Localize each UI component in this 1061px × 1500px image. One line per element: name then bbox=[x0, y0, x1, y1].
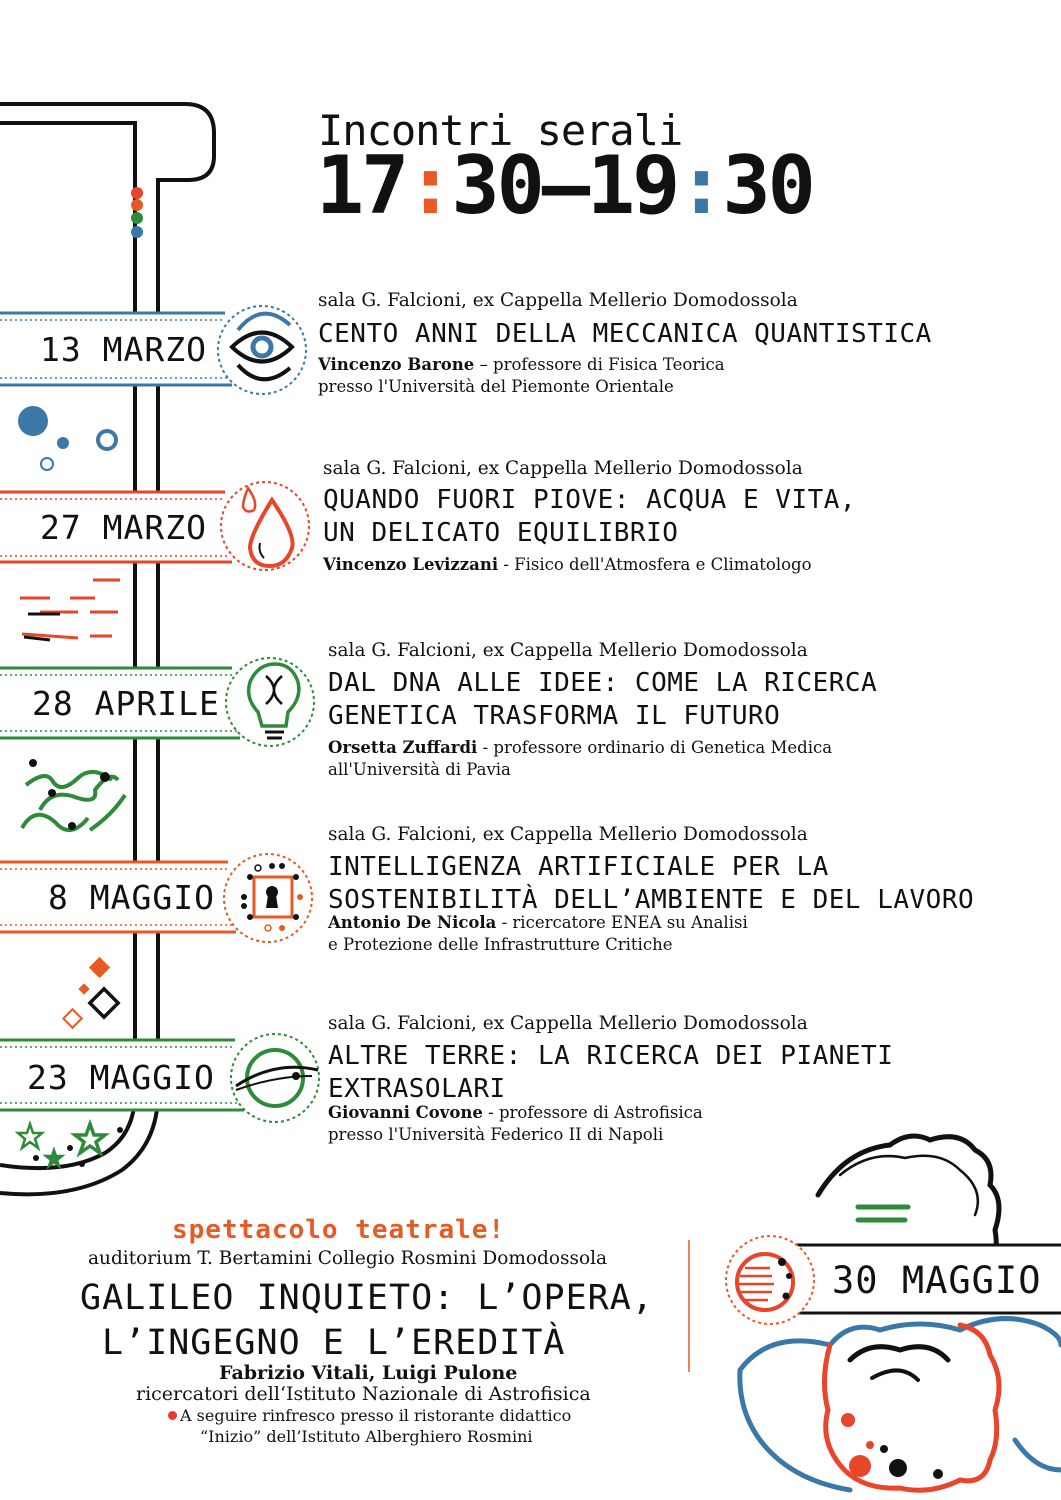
event-speaker bbox=[328, 1102, 703, 1146]
show-venue: auditorium T. Bertamini Collegio Rosmini Domodossola bbox=[88, 1248, 608, 1269]
event-title: QUANDO FUORI PIOVE: ACQUA E VITA, UN DELICATO EQUILIBRIO bbox=[323, 485, 857, 548]
speaker-role: - professore ordinario di Genetica Medica bbox=[477, 738, 833, 757]
show-note-line2: “Inizio” dell’Istituto Alberghiero Rosmini bbox=[200, 1427, 533, 1446]
tube-dots bbox=[131, 187, 143, 238]
show-title-line1: GALILEO INQUIETO: L’OPERA, bbox=[80, 1278, 654, 1318]
speaker-role: - ricercatore ENEA su Analisi bbox=[496, 913, 748, 932]
stars-decoration bbox=[18, 1124, 123, 1167]
speaker-role-line2: all'Università di Pavia bbox=[328, 760, 511, 779]
event-date: 23 MAGGIO bbox=[27, 1058, 215, 1097]
time-end-minutes: 30 bbox=[722, 139, 813, 232]
show-note-line1: A seguire rinfresco presso il ristorante didattico bbox=[168, 1406, 571, 1425]
show-title-line2: L’INGEGNO E L’EREDITÀ bbox=[102, 1323, 566, 1363]
event-venue: sala G. Falcioni, ex Cappella Mellerio Domodossola bbox=[328, 824, 808, 845]
tube-outline bbox=[0, 104, 214, 1194]
event-venue: sala G. Falcioni, ex Cappella Mellerio Domodossola bbox=[323, 458, 803, 479]
show-date: 30 MAGGIO bbox=[832, 1259, 1042, 1302]
time-start-minutes: 30 bbox=[451, 139, 542, 232]
event-date: 28 APRILE bbox=[32, 684, 220, 723]
speaker-name: Vincenzo Levizzani bbox=[323, 555, 499, 574]
diamonds-decoration bbox=[63, 957, 118, 1028]
event-speaker bbox=[328, 912, 748, 956]
event-speaker bbox=[328, 737, 832, 781]
event-date: 13 MARZO bbox=[40, 330, 207, 369]
event-venue: sala G. Falcioni, ex Cappella Mellerio Domodossola bbox=[318, 290, 798, 311]
event-venue: sala G. Falcioni, ex Cappella Mellerio Domodossola bbox=[328, 1013, 808, 1034]
show-names: Fabrizio Vitali, Luigi Pulone bbox=[219, 1362, 518, 1384]
event-title: ALTRE TERRE: LA RICERCA DEI PIANETI EXTRASOLARI bbox=[328, 1041, 894, 1104]
header-time bbox=[316, 139, 813, 232]
bullet-icon bbox=[168, 1411, 177, 1420]
event-title: DAL DNA ALLE IDEE: COME LA RICERCA GENETICA TRASFORMA IL FUTURO bbox=[328, 668, 878, 731]
speaker-name: Antonio De Nicola bbox=[328, 913, 497, 932]
moon-icon bbox=[737, 1254, 793, 1310]
speaker-role-line2: e Protezione delle Infrastrutture Critiche bbox=[328, 935, 673, 954]
event-title: CENTO ANNI DELLA MECCANICA QUANTISTICA bbox=[318, 319, 932, 349]
event-date: 8 MAGGIO bbox=[48, 878, 215, 917]
event-date: 27 MARZO bbox=[40, 508, 207, 547]
show-kicker: spettacolo teatrale! bbox=[172, 1215, 506, 1245]
event-title: INTELLIGENZA ARTIFICIALE PER LA SOSTENIBILITÀ DELL’AMBIENTE E DEL LAVORO bbox=[328, 852, 975, 915]
speaker-role: – professore di Fisica Teorica bbox=[474, 355, 725, 374]
bubbles-decoration bbox=[18, 406, 116, 470]
speaker-name: Giovanni Covone bbox=[328, 1103, 483, 1122]
time-separator-1: : bbox=[406, 139, 452, 232]
event-speaker bbox=[318, 354, 725, 398]
speaker-role: - Fisico dell'Atmosfera e Climatologo bbox=[498, 555, 812, 574]
rain-streaks-decoration bbox=[20, 580, 120, 640]
speaker-role-line2: presso l'Università Federico II di Napoli bbox=[328, 1125, 664, 1144]
show-role: ricercatori dell‘Istituto Nazionale di Astrofisica bbox=[136, 1383, 591, 1405]
speaker-role-line2: presso l'Università del Piemonte Orientale bbox=[318, 377, 674, 396]
time-start-hours: 17 bbox=[316, 139, 407, 232]
event-speaker bbox=[323, 554, 812, 576]
header-subtitle: Incontri serali bbox=[318, 106, 683, 155]
speaker-name: Vincenzo Barone bbox=[318, 355, 475, 374]
dna-squiggles-decoration bbox=[22, 759, 125, 830]
time-end-hours: 19 bbox=[587, 139, 678, 232]
event-venue: sala G. Falcioni, ex Cappella Mellerio Domodossola bbox=[328, 640, 808, 661]
speaker-name: Orsetta Zuffardi bbox=[328, 738, 478, 757]
speaker-role: - professore di Astrofisica bbox=[482, 1103, 703, 1122]
time-separator-2: : bbox=[677, 139, 723, 232]
time-dash: – bbox=[541, 139, 587, 232]
